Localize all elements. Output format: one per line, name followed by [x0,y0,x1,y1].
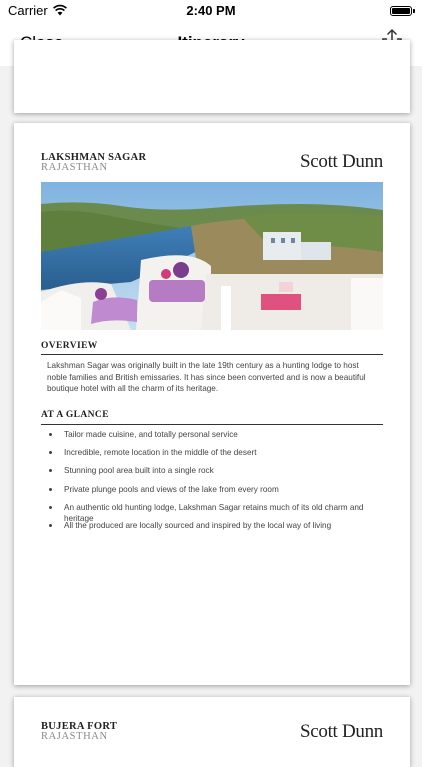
bullet-icon [49,433,52,436]
list-item: Stunning pool area built into a single rock [36,465,386,483]
status-bar [0,0,422,22]
next-hotel-name: BUJERA FORT [41,721,118,732]
brand-logo: Scott Dunn [299,151,383,172]
list-item: Incredible, remote location in the middle of the desert [36,447,386,465]
bullet-icon [49,469,52,472]
overview-text: Lakshman Sagar was originally built in the late 19th century as a hunting lodge to host noble families and British emissaries. It has since been converted and is now a beautiful boutique hotel with all the charm of its heritage. [47,361,366,394]
carrier-label: Carrier [8,3,48,18]
next-hotel-region: RAJASTHAN [41,731,108,742]
next-document-page [14,697,410,767]
hotel-photo [41,182,383,330]
list-item: Private plunge pools and views of the lake from every room [36,484,386,502]
glance-divider [41,424,383,425]
glance-heading: AT A GLANCE [41,410,109,420]
bullet-icon [49,488,52,491]
overview-divider [41,354,383,355]
list-item: An authentic old hunting lodge, Lakshman Sagar retains much of its old charm and heritage [36,502,386,520]
glance-list [36,429,386,538]
overview-heading: OVERVIEW [41,341,98,351]
next-brand-logo: Scott Dunn [299,721,383,742]
bullet-icon [49,451,52,454]
previous-document-page [14,40,410,113]
bullet-icon [49,524,52,527]
hotel-name: LAKSHMAN SAGAR [41,152,147,163]
hotel-region: RAJASTHAN [41,162,108,173]
list-item: Tailor made cuisine, and totally personal service [36,429,386,447]
list-item: All the produced are locally sourced and inspired by the local way of living [36,520,386,538]
bullet-icon [49,506,52,509]
document-page [14,123,410,685]
battery-icon [390,6,412,16]
status-time: 2:40 PM [186,3,236,18]
